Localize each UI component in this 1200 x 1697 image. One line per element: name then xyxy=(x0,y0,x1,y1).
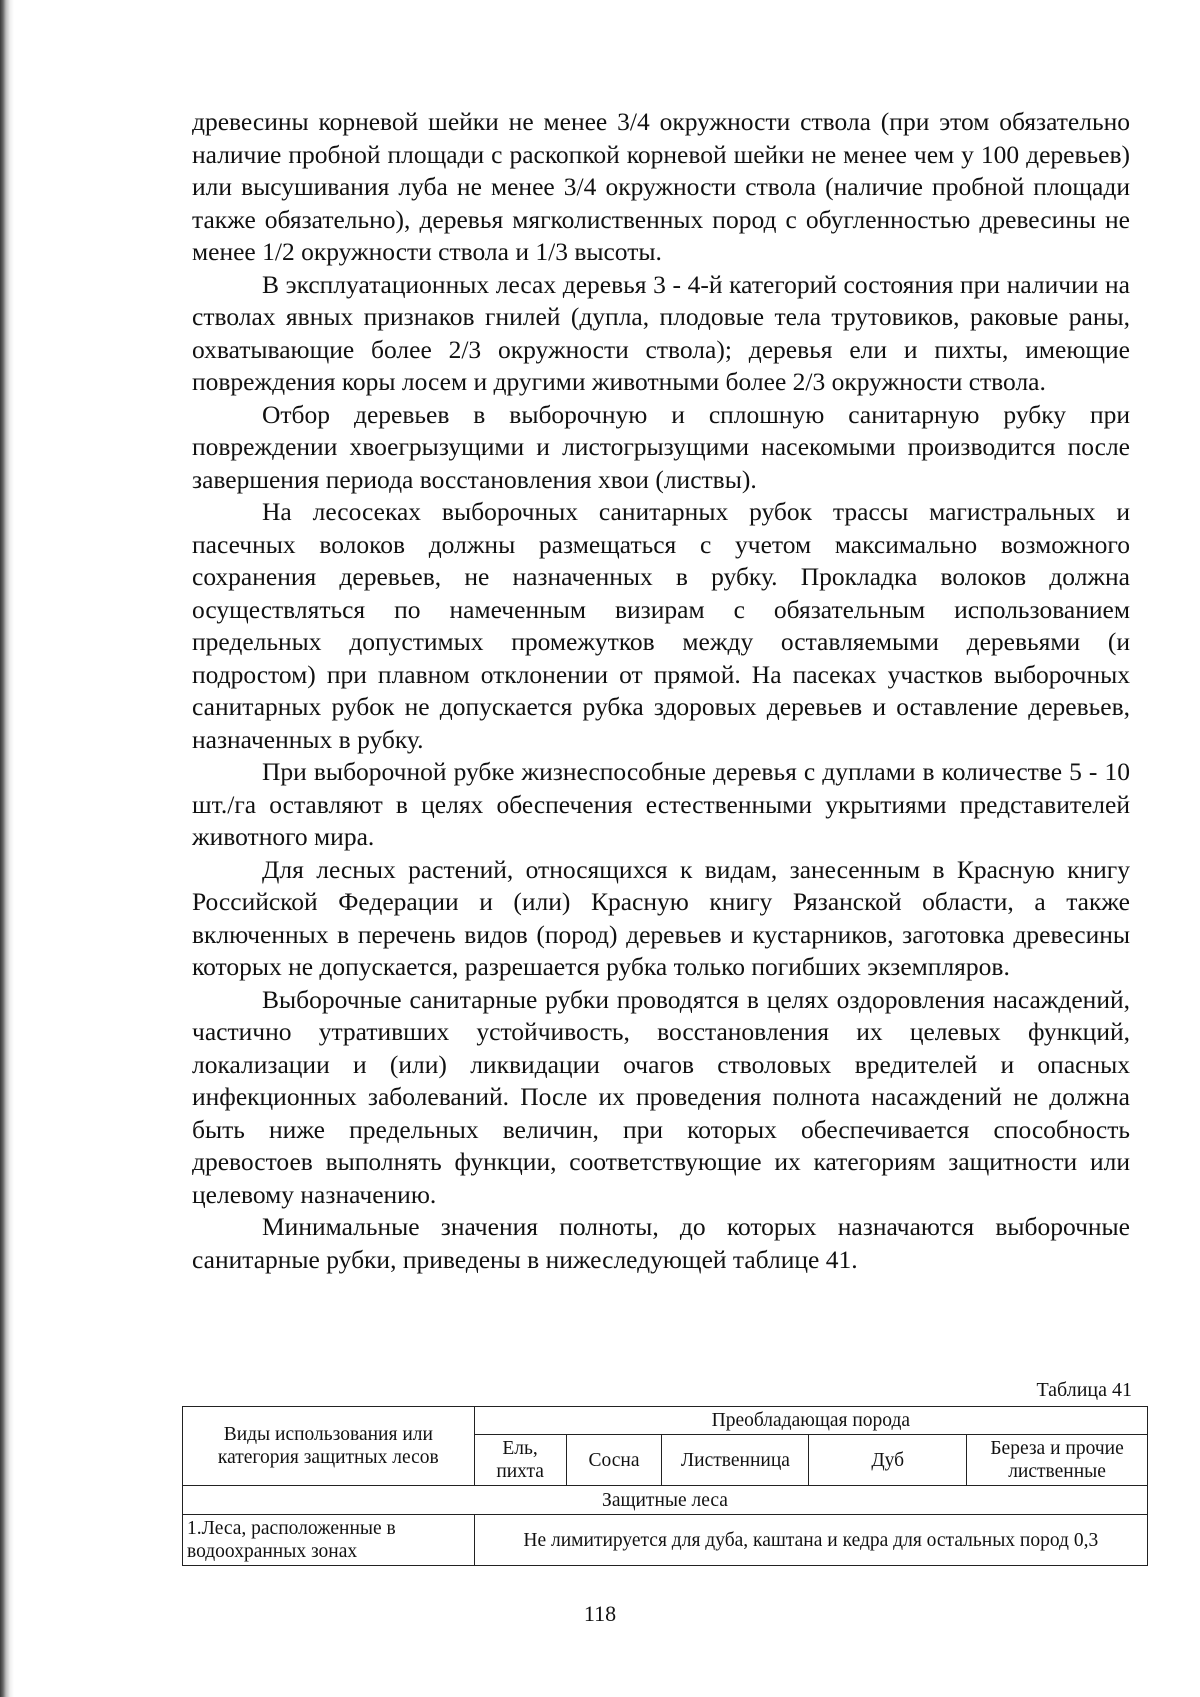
polnota-table xyxy=(182,1406,1148,1566)
table-section-row xyxy=(183,1486,1148,1515)
table-caption: Таблица 41 xyxy=(1036,1379,1132,1401)
header-category: Виды использования или категория защитных лесов xyxy=(183,1407,475,1486)
table-header-row-1 xyxy=(183,1407,1148,1435)
header-species-oak: Дуб xyxy=(809,1435,967,1486)
row-value: Не лимитируется для дуба, каштана и кедра для остальных пород 0,3 xyxy=(474,1515,1147,1566)
section-title: Защитные леса xyxy=(183,1486,1148,1515)
row-category: 1.Леса, расположенные в водоохранных зонах xyxy=(183,1515,475,1566)
header-species-larch: Лиственница xyxy=(662,1435,809,1486)
header-species-spruce-fir: Ель, пихта xyxy=(474,1435,566,1486)
paragraph-4: На лесосеках выборочных санитарных рубок трассы магистральных и пасечных волоков должны размещаться с учетом максимально возможного сохранения деревьев, не назначенных в рубку. Прокладка волоков должна осуществляться по намеченным визирам с обязательным использованием предельных допустимых промежутков между оставляемыми деревьями (и подростом) при плавном отклонении от прямой. На пасеках участков выборочных санитарных рубок не допускается рубка здоровых деревьев и оставление деревьев, назначенных в рубку. xyxy=(192,497,1130,754)
header-species-pine: Сосна xyxy=(566,1435,662,1486)
page-number: 118 xyxy=(583,1601,617,1626)
header-species-birch-other: Береза и прочие лиственные xyxy=(967,1435,1148,1486)
header-species-group: Преобладающая порода xyxy=(474,1407,1147,1435)
table-row xyxy=(183,1515,1148,1566)
paragraph-1: древесины корневой шейки не менее 3/4 окружности ствола (при этом обязательно наличие пробной площади с раскопкой корневой шейки не менее чем у 100 деревьев) или высушивания луба не менее 3/4 окружности ствола (наличие пробной площади также обязательно), деревья мягколиственных пород с обугленностью древесины не менее 1/2 окружности ствола и 1/3 высоты. xyxy=(192,107,1130,266)
paragraph-2: В эксплуатационных лесах деревья 3 - 4-й категорий состояния при наличии на стволах явных признаков гнилей (дупла, плодовые тела трутовиков, раковые раны, охватывающие более 2/3 окружности ствола); деревья ели и пихты, имеющие повреждения коры лосем и другими животными более 2/3 окружности ствола. xyxy=(192,269,1130,396)
paragraph-5: При выборочной рубке жизнеспособные деревья с дуплами в количестве 5 - 10 шт./га оставляют в целях обеспечения естественными укрытиями представителей животного мира. xyxy=(192,757,1130,851)
paragraph-8: Минимальные значения полноты, до которых назначаются выборочные санитарные рубки, приведены в нижеследующей таблице 41. xyxy=(192,1212,1130,1274)
paragraph-3: Отбор деревьев в выборочную и сплошную санитарную рубку при повреждении хвоегрызущими и листогрызущими насекомыми производится после завершения периода восстановления хвои (листвы). xyxy=(192,399,1130,494)
paragraph-7: Выборочные санитарные рубки проводятся в целях оздоровления насаждений, частично утративших устойчивость, восстановления их целевых функций, локализации и (или) ликвидации очагов стволовых вредителей и опасных инфекционных заболеваний. После их проведения полнота насаждений не должна быть ниже предельных величин, при которых обеспечивается способность древостоев выполнять функции, соответствующие их категориям защитности или целевому назначению. xyxy=(192,984,1130,1209)
body-text xyxy=(192,106,1130,1276)
scan-edge xyxy=(0,0,14,1697)
paragraph-6: Для лесных растений, относящихся к видам, занесенным в Красную книгу Российской Федерации и (или) Красную книгу Рязанской области, а также включенных в перечень видов (пород) деревьев и кустарников, заготовка древесины которых не допускается, разрешается рубка только погибших экземпляров. xyxy=(192,854,1130,981)
